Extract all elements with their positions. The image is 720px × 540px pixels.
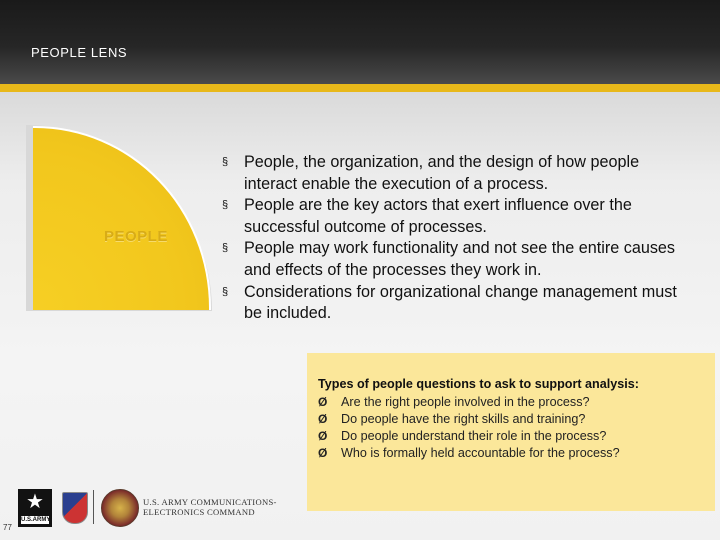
- bullet-text: People are the key actors that exert influence over the successful outcome of processes.: [244, 196, 632, 236]
- bullet-marker-icon: §: [222, 156, 229, 168]
- questions-list: [318, 394, 620, 462]
- bullet-text: People, the organization, and the design of how people interact enable the execution of a process.: [244, 153, 640, 193]
- bullet-marker-icon: §: [222, 199, 229, 212]
- bullet-list: [222, 152, 692, 325]
- army-logo-text: U.S.ARMY: [21, 517, 51, 523]
- page-title: PEOPLE LENS: [31, 45, 128, 60]
- questions-box: [307, 353, 715, 511]
- cecom-wordmark: [143, 497, 303, 517]
- question-item: [318, 428, 620, 445]
- bullet-item: [222, 238, 692, 281]
- title-bar: [0, 0, 720, 84]
- arrow-bullet-icon: Ø: [318, 429, 328, 443]
- cecom-seal-logo: [101, 489, 139, 527]
- bullet-item: [222, 152, 692, 195]
- army-star-logo: [18, 489, 52, 527]
- cecom-line-2: ELECTRONICS COMMAND: [143, 507, 255, 517]
- shield-insignia-icon: [62, 492, 88, 524]
- bullet-item: [222, 282, 692, 325]
- arrow-bullet-icon: Ø: [318, 412, 328, 426]
- bullet-marker-icon: §: [222, 242, 229, 255]
- star-icon: ★: [26, 491, 44, 513]
- bullet-item: [222, 195, 692, 238]
- bullet-marker-icon: §: [222, 285, 229, 298]
- bullet-text: People may work functionality and not see the entire causes and effects of the processes they work in.: [244, 239, 676, 279]
- arrow-bullet-icon: Ø: [318, 446, 328, 460]
- people-graphic-label: PEOPLE: [104, 228, 168, 245]
- arrow-bullet-icon: Ø: [318, 395, 328, 409]
- cecom-line-1: U.S. ARMY COMMUNICATIONS-: [143, 497, 277, 507]
- question-item: [318, 445, 620, 462]
- question-text: Are the right people involved in the process?: [341, 395, 590, 409]
- question-item: [318, 411, 620, 428]
- footer-divider: [93, 490, 94, 524]
- bullet-text: Considerations for organizational change management must be included.: [244, 282, 677, 323]
- question-text: Do people understand their role in the process?: [341, 429, 607, 443]
- question-text: Who is formally held accountable for the process?: [341, 446, 620, 460]
- questions-title: Types of people questions to ask to support analysis:: [318, 377, 639, 391]
- question-text: Do people have the right skills and training?: [341, 412, 586, 426]
- gold-stripe: [0, 84, 720, 92]
- page-number: 77: [3, 523, 12, 532]
- question-item: [318, 394, 620, 411]
